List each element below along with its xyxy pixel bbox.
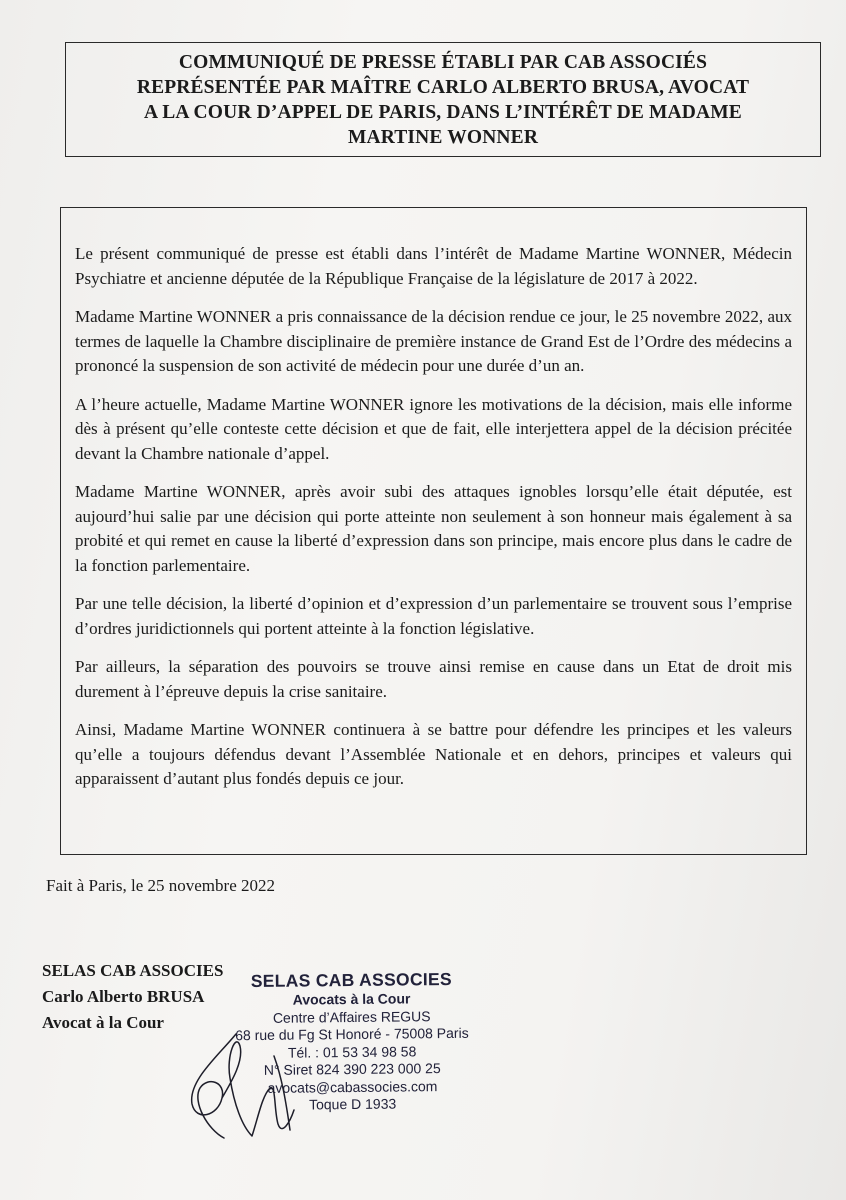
stamp-line: avocats@cabassocies.com	[267, 1077, 438, 1096]
document-title	[93, 50, 793, 150]
title-line: A LA COUR D’APPEL DE PARIS, DANS L’INTÉRÊT DE MADAME	[144, 101, 742, 123]
title-line: REPRÉSENTÉE PAR MAÎTRE CARLO ALBERTO BRUSA, AVOCAT	[136, 76, 750, 98]
signatory-name: Carlo Alberto BRUSA	[42, 987, 205, 1006]
signatory-firm: SELAS CAB ASSOCIES	[42, 961, 224, 980]
paragraph: Ainsi, Madame Martine WONNER continuera à se battre pour défendre les principes et les valeurs qu’elle a toujours défendus devant l’Assemblée Nationale et en dehors, principes et valeurs qui apparaissent d’autant plus fondés depuis ce jour.	[75, 720, 792, 788]
paragraph: Madame Martine WONNER a pris connaissance de la décision rendue ce jour, le 25 novembre 2022, aux termes de laquelle la Chambre disciplinaire de première instance de Grand Est de l’Ordre des médecins a prononcé la suspension de son activité de médecin pour une durée d’un an.	[75, 307, 792, 375]
paragraph: Par ailleurs, la séparation des pouvoirs se trouve ainsi remise en cause dans un Etat de droit mis durement à l’épreuve depuis la crise sanitaire.	[75, 657, 792, 701]
press-release-body	[60, 207, 807, 855]
stamp-line: Toque D 1933	[308, 1095, 397, 1113]
title-line: COMMUNIQUÉ DE PRESSE ÉTABLI PAR CAB ASSOCIÉS	[178, 51, 708, 73]
stamp-line: Tél. : 01 53 34 98 58	[287, 1042, 417, 1061]
paragraph: A l’heure actuelle, Madame Martine WONNER ignore les motivations de la décision, mais elle informe dès à présent qu’elle conteste cette décision et que de fait, elle interjettera appel de la décision précitée devant la Chambre nationale d’appel.	[75, 394, 792, 463]
stamp-line: Centre d’Affaires REGUS	[272, 1007, 431, 1026]
place-and-date: Fait à Paris, le 25 novembre 2022	[46, 876, 275, 895]
paragraph: Le présent communiqué de presse est établi dans l’intérêt de Madame Martine WONNER, Médecin Psychiatre et ancienne députée de la République Française de la législature de 2017 à 2022.	[75, 244, 792, 288]
paragraph: Par une telle décision, la liberté d’opinion et d’expression d’un parlementaire se trouvent sous l’emprise d’ordres juridictionnels qui portent atteinte à la fonction législative.	[75, 594, 792, 638]
signatory-block	[42, 958, 223, 1036]
title-box	[65, 42, 821, 157]
stamp-line: N° Siret 824 390 223 000 25	[263, 1060, 441, 1078]
signatory-role: Avocat à la Cour	[42, 1013, 164, 1032]
stamp-firm-name: SELAS CAB ASSOCIES	[250, 968, 453, 992]
paragraph: Madame Martine WONNER, après avoir subi des attaques ignobles lorsqu’elle était députée, est aujourd’hui salie par une décision qui porte atteinte non seulement à son honneur mais également à sa probité et qui remet en cause la liberté d’expression dans son principe, mais encore plus dans le cadre de la fonction parlementaire.	[75, 482, 792, 575]
handwritten-signature	[178, 1026, 328, 1146]
stamp-line: 68 rue du Fg St Honoré - 75008 Paris	[235, 1024, 469, 1044]
title-line: MARTINE WONNER	[347, 126, 539, 148]
stamp-line: Avocats à la Cour	[292, 990, 411, 1008]
